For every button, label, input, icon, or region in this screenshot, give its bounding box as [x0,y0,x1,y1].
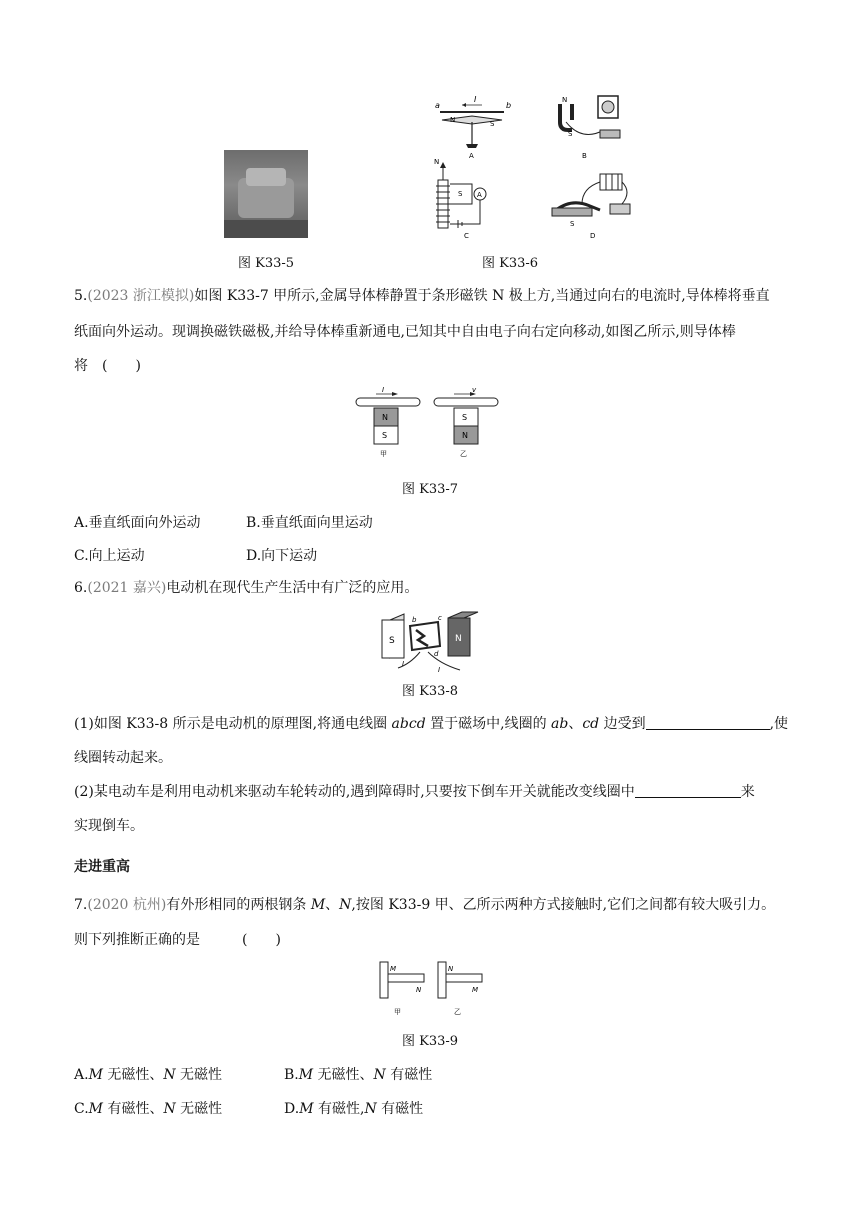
ammeter-label: A [477,191,482,199]
pole-s-c: S [458,190,463,198]
q7-line-1 [74,895,794,915]
figure-k33-7-diagram [354,386,504,458]
panel-c-label: C [464,232,469,240]
q6-part2-line-2: 实现倒车。 [74,818,144,834]
fig9-left-mark-m: M [390,965,397,973]
q5-option-a[interactable]: A.垂直纸面向外运动 [74,515,201,531]
q5-option-b[interactable]: B.垂直纸面向里运动 [246,515,373,531]
fig9-left-label: 甲 [394,1008,401,1016]
q5-option-c[interactable]: C.向上运动 [74,548,145,564]
fig8-coil-d: d [434,650,439,658]
fig8-current-right: I [438,666,441,674]
q6-part1-line-1 [74,714,794,734]
fig7-right-pole-top: S [462,413,468,422]
q5-line-3: 将 ( ) [74,358,141,374]
q7-option-b-n: N [373,1067,386,1083]
q6-coil-abcd: abcd [391,716,426,732]
q6-source: (2021 嘉兴) [87,580,167,596]
q7-option-b-mid: 无磁性、 [313,1067,374,1083]
q6-part1-text-b: 置于磁场中,线圈的 [425,716,552,732]
q6-side-cd: cd [582,716,600,732]
fig9-left-mark-n: N [416,986,422,994]
q5-option-d[interactable]: D.向下运动 [246,548,318,564]
q5-number: 5. [74,288,88,304]
q7-option-b-letter: B. [284,1067,299,1083]
figure-k33-8-caption: 图 K33-8 [401,684,459,699]
figure-k33-9-diagram [378,962,490,1020]
fig8-coil-c: c [438,614,442,622]
q6-part2-answer-blank[interactable] [635,783,741,798]
q7-option-b-post: 有磁性 [385,1067,433,1083]
panel-a-label: A [469,152,474,160]
figure-k33-6-caption: 图 K33-6 [481,256,539,271]
label-b: b [506,101,512,110]
q6-part1-text-e: ,使 [769,716,789,732]
q7-option-c-post: 无磁性 [175,1101,223,1117]
q7-option-d-n: N [364,1101,377,1117]
figure-k33-5-photo [224,150,308,238]
label-current: I [474,95,477,104]
q7-option-d-mid: 有磁性, [313,1101,365,1117]
fig7-right-label: 乙 [460,450,467,458]
fig7-left-pole-top: N [382,413,388,422]
q7-text-c: ,按图 K33-9 甲、乙所示两种方式接触时,它们之间都有较大吸引力。 [351,897,776,913]
fig7-right-arrow-label: v [472,386,477,394]
q7-option-d[interactable] [284,1098,423,1118]
fig9-right-mark-n: N [448,965,454,973]
panel-d-label: D [590,232,596,240]
q7-text-a: 有外形相同的两根钢条 [166,897,311,913]
fig7-left-pole-bottom: S [382,431,388,440]
fig7-left-label: 甲 [380,450,387,458]
figure-k33-7-caption: 图 K33-7 [401,482,459,497]
q6-part2-end: 来 [740,784,755,800]
q7-option-b[interactable] [284,1064,432,1084]
q7-bar-n: N [339,897,352,913]
fig9-right-label: 乙 [454,1008,461,1016]
fig9-right-mark-m: M [472,986,479,994]
q6-part1-text-a: (1)如图 K33-8 所示是电动机的原理图,将通电线圈 [74,716,392,732]
fig7-right-pole-bottom: N [462,431,468,440]
panel-b-label: B [582,152,587,160]
q6-stem: 电动机在现代生产生活中有广泛的应用。 [166,580,419,596]
pole-n-a: N [450,116,456,124]
q7-option-d-letter: D. [284,1101,300,1117]
q6-line-1 [74,578,794,598]
pole-n-c: N [434,158,440,166]
q7-option-a-n: N [163,1067,176,1083]
q7-option-c-letter: C. [74,1101,89,1117]
q7-option-c[interactable] [74,1098,222,1118]
pole-s-a: S [490,120,495,128]
q5-line-1 [74,286,794,306]
figure-k33-9-caption: 图 K33-9 [401,1034,459,1049]
label-a: a [435,101,440,110]
q6-part1-answer-blank[interactable] [646,715,770,730]
fig8-coil-b: b [412,616,417,624]
q7-option-a[interactable] [74,1064,222,1084]
pole-s-b: S [568,130,573,138]
q7-option-d-m: M [299,1101,314,1117]
q6-part1-text-d: 边受到 [599,716,646,732]
q7-number: 7. [74,897,88,913]
q6-number: 6. [74,580,88,596]
q7-option-a-post: 无磁性 [175,1067,223,1083]
q6-part2-text: (2)某电动车是利用电动机来驱动车轮转动的,遇到障碍时,只要按下倒车开关就能改变线圈中 [74,784,635,800]
q7-option-c-mid: 有磁性、 [103,1101,164,1117]
q5-line-2: 纸面向外运动。现调换磁铁磁极,并给导体棒重新通电,已知其中自由电子向右定向移动,如图乙所示,则导体棒 [74,324,736,340]
q7-option-a-mid: 无磁性、 [102,1067,164,1083]
q6-side-ab: ab [551,716,569,732]
q7-option-b-m: M [298,1067,314,1083]
q7-option-c-n: N [163,1101,176,1117]
figure-k33-5-caption: 图 K33-5 [237,256,295,271]
q7-text-b: 、 [325,897,340,913]
q5-source: (2023 浙江模拟) [87,288,195,304]
fig8-pole-right: N [455,634,462,644]
q7-option-c-m: M [88,1101,104,1117]
q7-line-2: 则下列推断正确的是 ( ) [74,932,281,948]
figure-k33-6-diagram [432,92,672,242]
q6-part2-line-1 [74,782,794,802]
q6-part1-text-c: 、 [568,716,583,732]
fig8-current-left: I [402,660,405,668]
fig8-pole-left: S [389,636,395,646]
pole-s-d: S [570,220,575,228]
pole-n-b: N [562,96,568,104]
q7-source: (2020 杭州) [87,897,167,913]
section-title: 走进重高 [74,859,130,875]
q6-part1-line-2: 线圈转动起来。 [74,750,172,766]
q7-option-a-m: M [88,1067,103,1083]
q7-option-d-post: 有磁性 [376,1101,424,1117]
figure-k33-8-diagram [380,612,482,674]
q5-stem-1: 如图 K33-7 甲所示,金属导体棒静置于条形磁铁 N 极上方,当通过向右的电流时,导体棒将垂直 [194,288,770,304]
q7-bar-m: M [310,897,326,913]
q7-option-a-letter: A. [74,1067,89,1083]
fig7-left-arrow-label: I [382,386,385,394]
